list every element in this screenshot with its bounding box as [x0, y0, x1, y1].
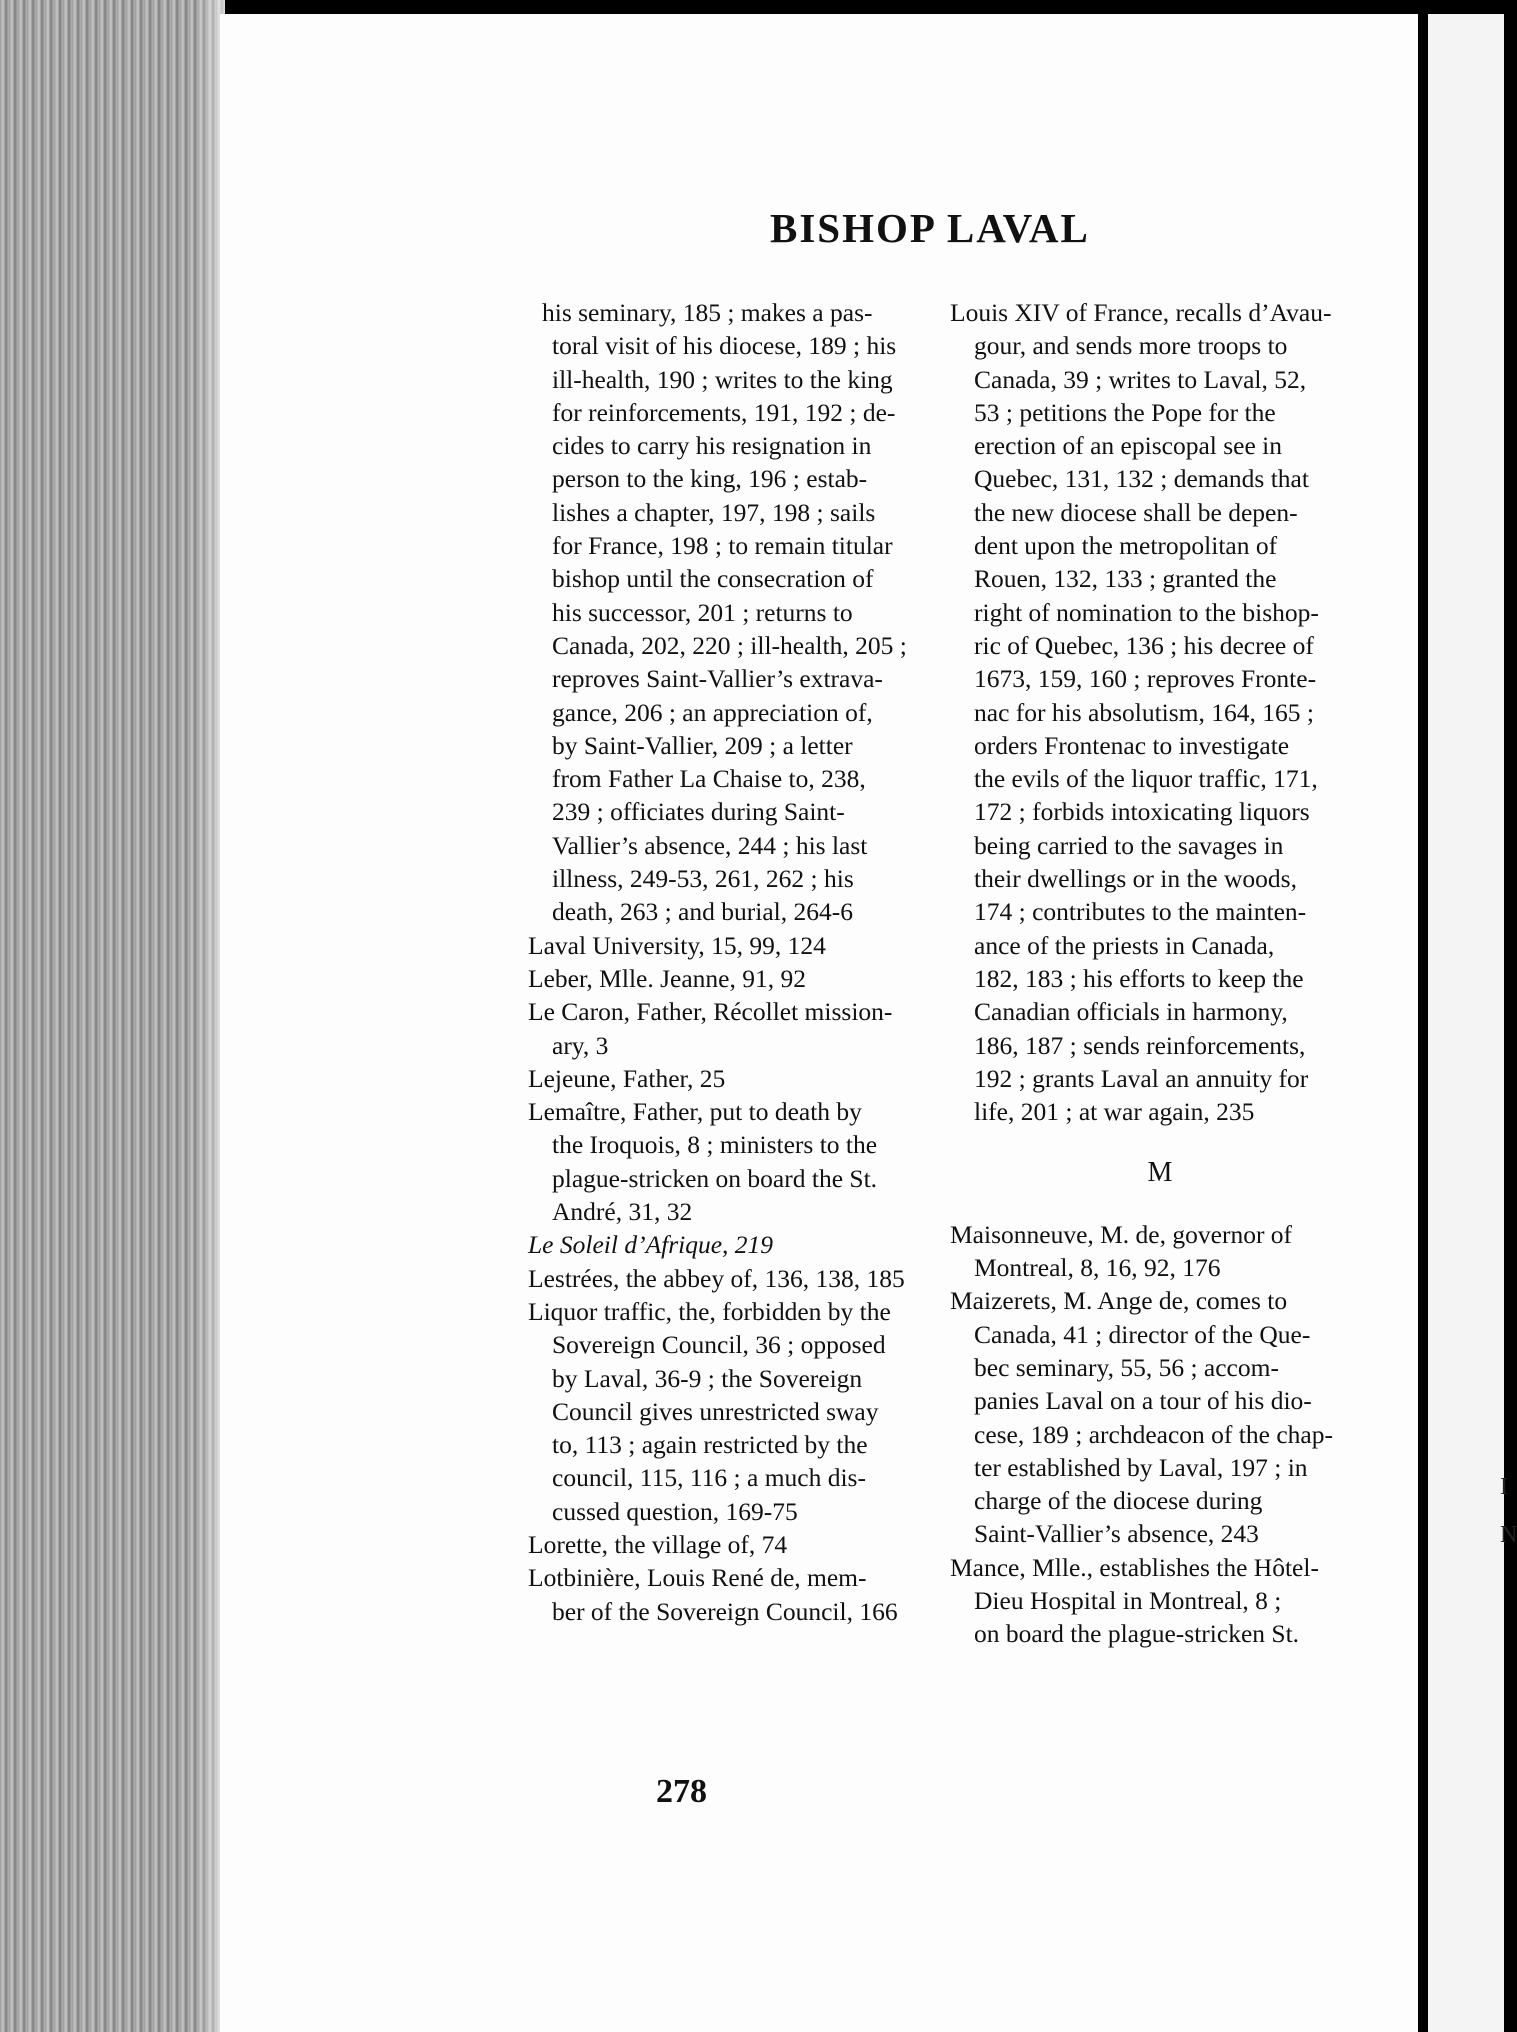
- index-entry: Maizerets, M. Ange de, comes to: [950, 1286, 1288, 1316]
- index-line: reproves Saint-Vallier’s extrava-: [552, 664, 883, 694]
- index-line: Rouen, 132, 133 ; granted the: [974, 564, 1277, 594]
- index-line: charge of the diocese during: [974, 1486, 1263, 1516]
- index-line: from Father La Chaise to, 238,: [552, 764, 866, 794]
- section-letter: M: [1147, 1157, 1173, 1189]
- index-line: cussed question, 169-75: [552, 1496, 798, 1526]
- index-line: toral visit of his diocese, 189 ; his: [552, 331, 897, 361]
- index-line: person to the king, 196 ; estab-: [552, 464, 868, 494]
- page-number: 278: [656, 1773, 707, 1810]
- index-line: dent upon the metropolitan of: [974, 531, 1278, 561]
- index-line: right of nomination to the bishop-: [974, 597, 1319, 627]
- index-line: 1673, 159, 160 ; reproves Fronte-: [974, 664, 1317, 694]
- index-line: ter established by Laval, 197 ; in: [974, 1452, 1308, 1482]
- index-line: his seminary, 185 ; makes a pas-: [542, 298, 873, 327]
- index-line: 174 ; contributes to the mainten-: [974, 897, 1307, 927]
- index-entry: Le Caron, Father, Récollet mission-: [528, 997, 893, 1027]
- index-line: ber of the Sovereign Council, 166: [552, 1596, 898, 1626]
- index-line: for reinforcements, 191, 192 ; de-: [552, 397, 896, 427]
- index-line: life, 201 ; at war again, 235: [974, 1097, 1255, 1127]
- index-line: by Laval, 36-9 ; the Sovereign: [552, 1363, 863, 1393]
- index-line: André, 31, 32: [552, 1197, 693, 1227]
- index-line: ance of the priests in Canada,: [974, 930, 1275, 960]
- index-line: the Iroquois, 8 ; ministers to the: [552, 1130, 878, 1160]
- index-entry: Leber, Mlle. Jeanne, 91, 92: [528, 963, 806, 993]
- book-page-edges: [0, 0, 225, 2032]
- index-line: bec seminary, 55, 56 ; accom-: [974, 1352, 1279, 1382]
- index-line: the new diocese shall be depen-: [974, 497, 1298, 527]
- index-line: being carried to the savages in: [974, 830, 1284, 860]
- index-line: cides to carry his resignation in: [552, 431, 872, 461]
- index-entry: Lejeune, Father, 25: [528, 1063, 726, 1093]
- index-line: Canada, 39 ; writes to Laval, 52,: [974, 364, 1307, 394]
- index-entry: Lemaître, Father, put to death by: [528, 1097, 862, 1127]
- index-line: Sovereign Council, 36 ; opposed: [552, 1330, 886, 1360]
- index-line: illness, 249-53, 261, 262 ; his: [552, 864, 854, 894]
- index-entry: Laval University, 15, 99, 124: [528, 930, 826, 960]
- index-line: Quebec, 131, 132 ; demands that: [974, 464, 1309, 494]
- index-line: cese, 189 ; archdeacon of the chap-: [974, 1419, 1333, 1449]
- index-line: on board the plague-stricken St.: [974, 1619, 1300, 1649]
- index-entry: Lorette, the village of, 74: [528, 1529, 788, 1559]
- index-line: bishop until the consecration of: [552, 564, 874, 594]
- index-line: erection of an episcopal see in: [974, 431, 1282, 461]
- index-line: the evils of the liquor traffic, 171,: [974, 764, 1318, 794]
- index-line: their dwellings or in the woods,: [974, 864, 1297, 894]
- index-line: ary, 3: [552, 1030, 609, 1060]
- index-line: Canada, 202, 220 ; ill-health, 205 ;: [552, 630, 907, 660]
- index-line: council, 115, 116 ; a much dis-: [552, 1463, 866, 1493]
- index-line: for France, 198 ; to remain titular: [552, 531, 893, 561]
- index-line: his successor, 201 ; returns to: [552, 597, 853, 627]
- index-entry: Liquor traffic, the, forbidden by the: [528, 1296, 891, 1326]
- index-line: plague-stricken on board the St.: [552, 1163, 878, 1193]
- index-column-right: [950, 296, 1370, 1651]
- index-line: ric of Quebec, 136 ; his decree of: [974, 630, 1314, 660]
- index-line: Montreal, 8, 16, 92, 176: [974, 1253, 1221, 1283]
- index-line: orders Frontenac to investigate: [974, 730, 1290, 760]
- index-line: gance, 206 ; an appreciation of,: [552, 697, 873, 727]
- index-column-left: [528, 296, 968, 1628]
- index-line: Canadian officials in harmony,: [974, 997, 1288, 1027]
- index-line: to, 113 ; again restricted by the: [552, 1430, 868, 1460]
- index-line: 182, 183 ; his efforts to keep the: [974, 963, 1304, 993]
- index-line: 186, 187 ; sends reinforcements,: [974, 1030, 1306, 1060]
- index-line: panies Laval on a tour of his dio-: [974, 1386, 1312, 1416]
- index-line: nac for his absolutism, 164, 165 ;: [974, 697, 1314, 727]
- index-line: 239 ; officiates during Saint-: [552, 797, 845, 827]
- index-entry: Louis XIV of France, recalls d’Avau-: [950, 298, 1332, 327]
- index-entry: Lestrées, the abbey of, 136, 138, 185: [528, 1263, 905, 1293]
- index-line: ill-health, 190 ; writes to the king: [552, 364, 893, 394]
- index-line: 172 ; forbids intoxicating liquors: [974, 797, 1310, 827]
- index-line: lishes a chapter, 197, 198 ; sails: [552, 497, 876, 527]
- index-entry: Lotbinière, Louis René de, mem-: [528, 1563, 867, 1593]
- index-line: death, 263 ; and burial, 264-6: [552, 897, 853, 927]
- index-line: Vallier’s absence, 244 ; his last: [552, 830, 868, 860]
- facing-page-edge: I N: [1428, 14, 1504, 2032]
- index-line: Saint-Vallier’s absence, 243: [974, 1519, 1259, 1549]
- index-line: Council gives unrestricted sway: [552, 1396, 879, 1426]
- index-line: gour, and sends more troops to: [974, 331, 1288, 361]
- index-line: Canada, 41 ; director of the Que-: [974, 1319, 1311, 1349]
- index-line: 192 ; grants Laval an annuity for: [974, 1063, 1309, 1093]
- index-entry: Mance, Mlle., establishes the Hôtel-: [950, 1552, 1319, 1582]
- index-entry: Maisonneuve, M. de, governor of: [950, 1219, 1293, 1249]
- running-head: BISHOP LAVAL: [770, 205, 1090, 251]
- index-line: Dieu Hospital in Montreal, 8 ;: [974, 1585, 1282, 1615]
- index-line: 53 ; petitions the Pope for the: [974, 397, 1276, 427]
- index-entry: Le Soleil d’Afrique, 219: [528, 1230, 774, 1260]
- index-line: by Saint-Vallier, 209 ; a letter: [552, 730, 853, 760]
